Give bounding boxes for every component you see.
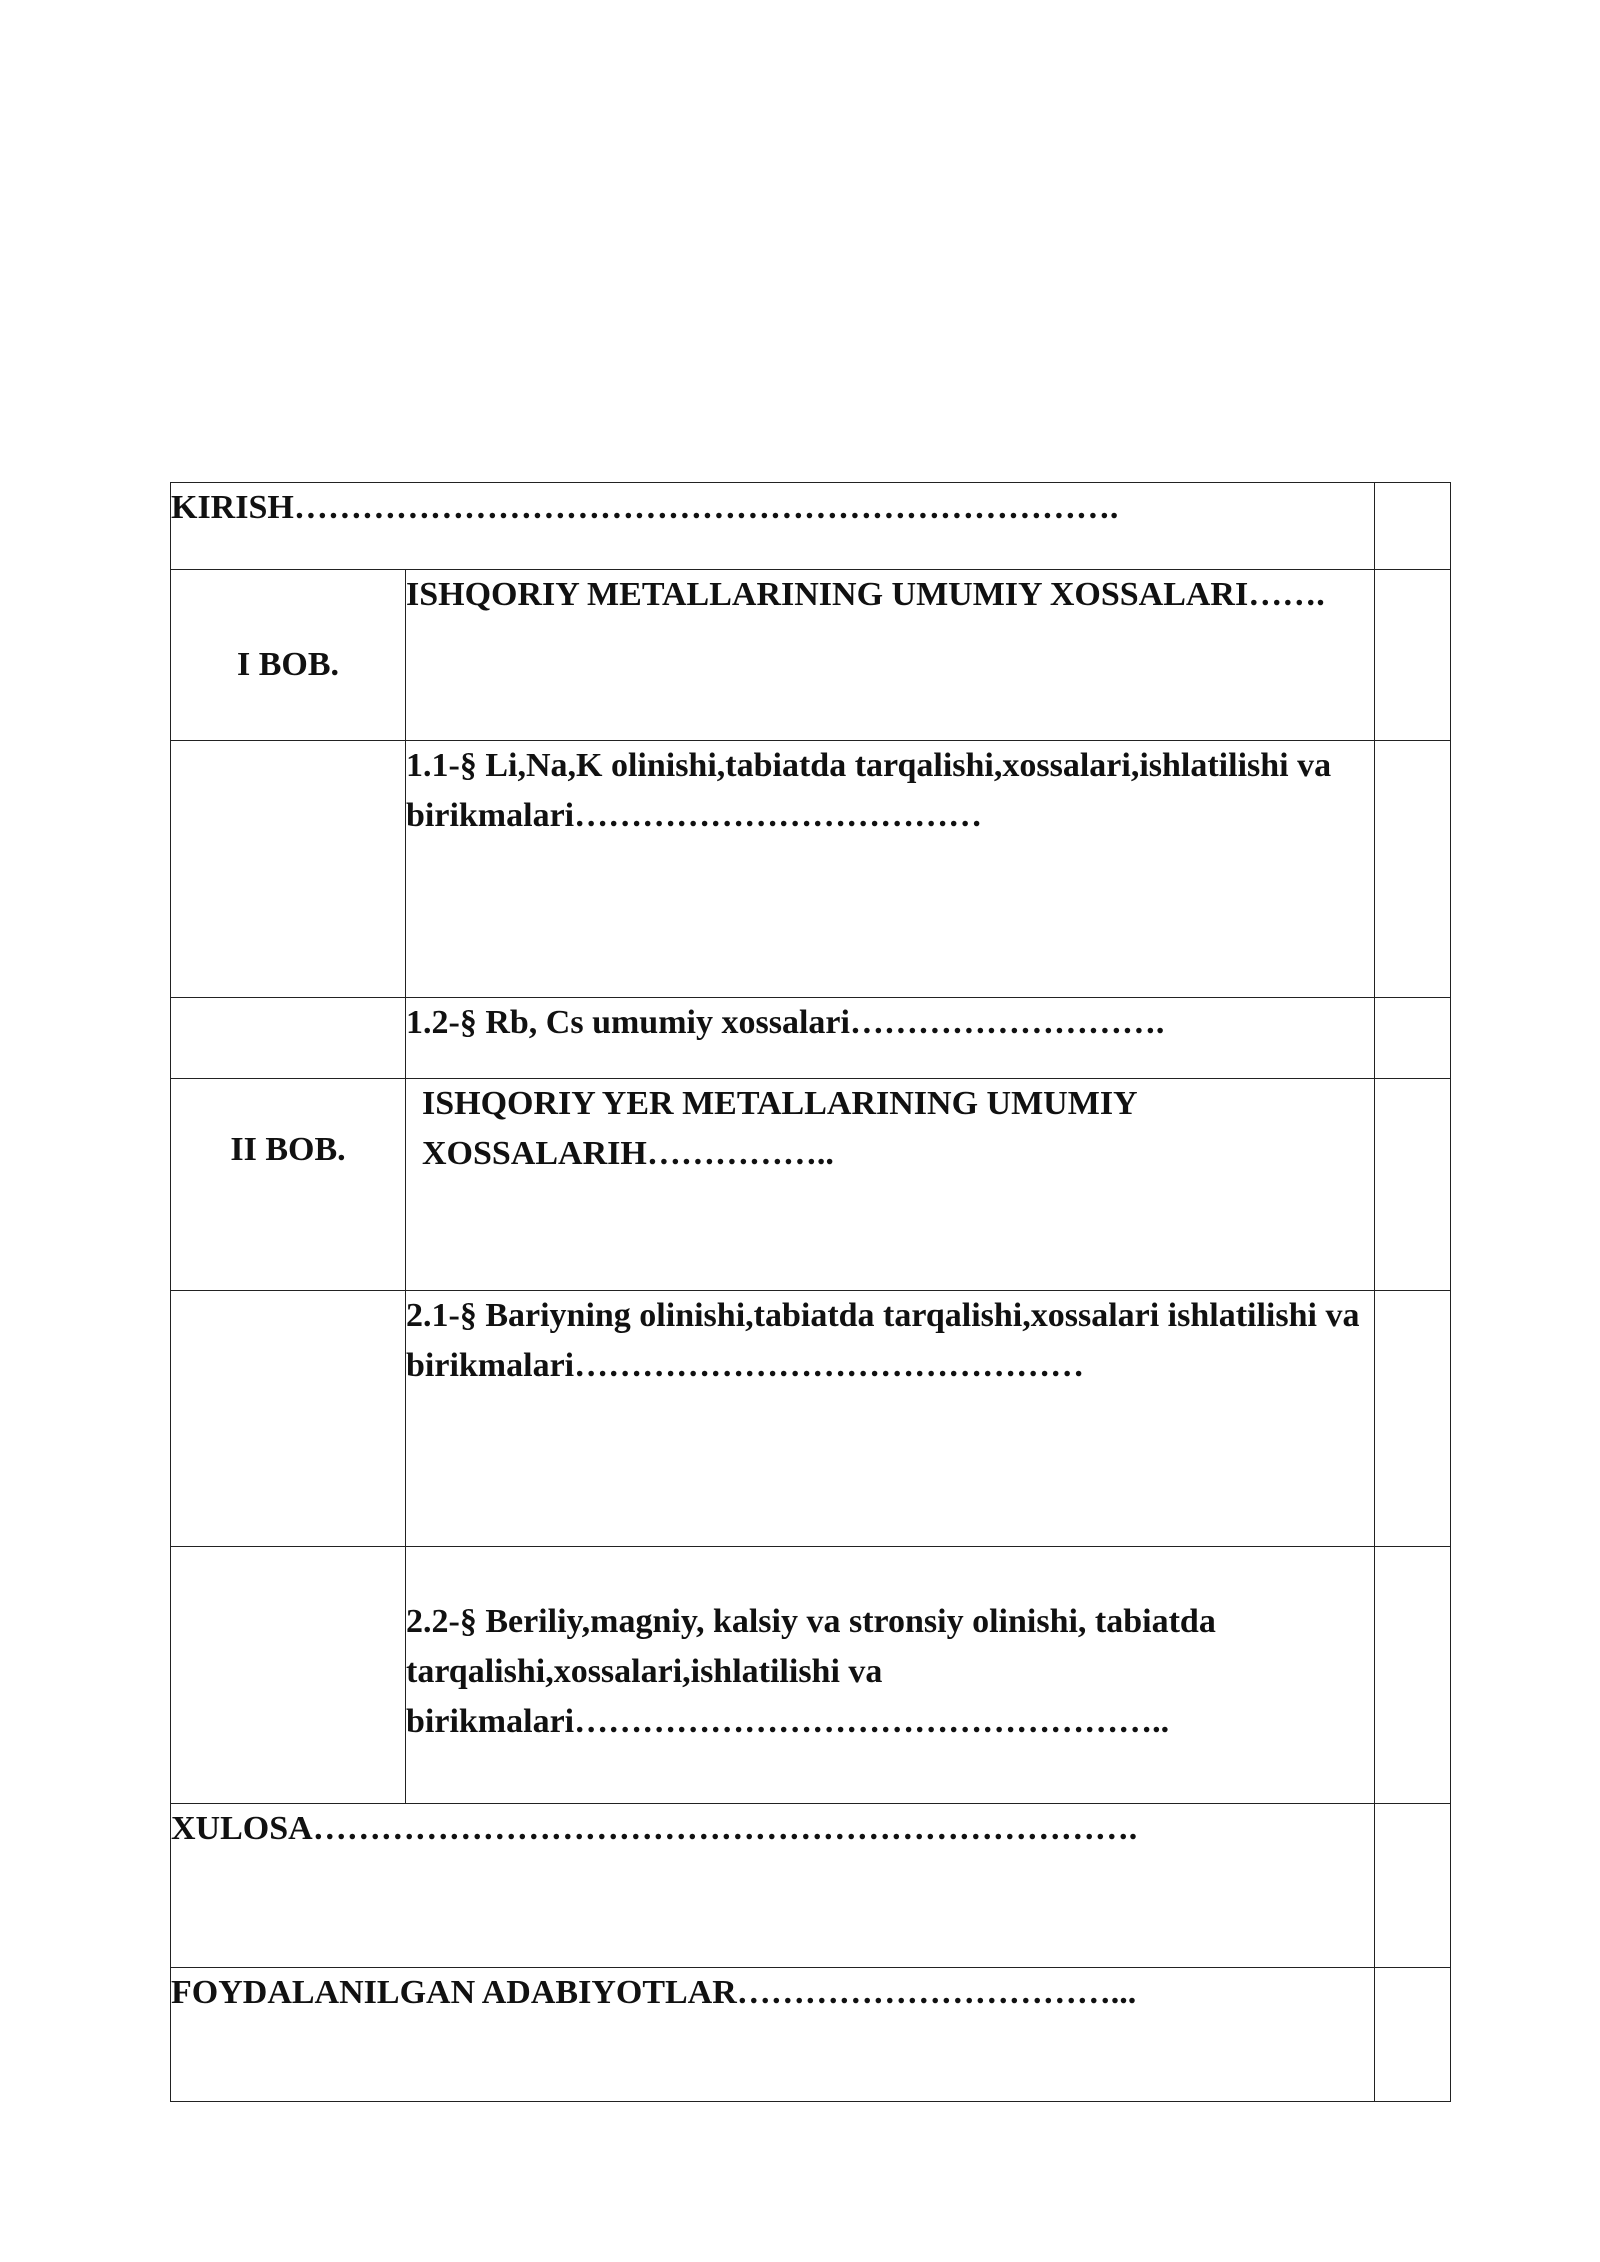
toc-entry-adabiyotlar: FOYDALANILGAN ADABIYOTLAR……………………………... bbox=[171, 1968, 1375, 2102]
toc-row-adabiyotlar bbox=[171, 1968, 1451, 2102]
page-number-cell bbox=[1375, 570, 1451, 741]
section-1-2-title: 1.2-§ Rb, Cs umumiy xossalari………………………. bbox=[406, 998, 1375, 1079]
chapter-2-label: II BOB. bbox=[171, 1079, 406, 1291]
toc-row-section-1-1 bbox=[171, 741, 1451, 998]
toc-entry-xulosa: XULOSA………………………………………………………………. bbox=[171, 1804, 1375, 1968]
toc-row-section-1-2 bbox=[171, 998, 1451, 1079]
toc-row-kirish bbox=[171, 483, 1451, 570]
chapter-1-title: ISHQORIY METALLARINING UMUMIY XOSSALARI……. bbox=[406, 570, 1375, 741]
chapter-1-label: I BOB. bbox=[171, 570, 406, 741]
page-number-cell bbox=[1375, 1079, 1451, 1291]
section-1-1-title: 1.1-§ Li,Na,K olinishi,tabiatda tarqalishi,xossalari,ishlatilishi va birikmalari……………………………… bbox=[406, 741, 1375, 998]
page-number-cell bbox=[1375, 998, 1451, 1079]
section-2-1-title: 2.1-§ Bariyning olinishi,tabiatda tarqalishi,xossalari ishlatilishi va birikmalari……………………………………… bbox=[406, 1291, 1375, 1547]
page-number-cell bbox=[1375, 741, 1451, 998]
toc-entry-kirish: KIRISH………………………………………………………………. bbox=[171, 483, 1375, 570]
page-number-cell bbox=[1375, 1291, 1451, 1547]
empty-cell bbox=[171, 1291, 406, 1547]
chapter-2-title: ISHQORIY YER METALLARINING UMUMIY XOSSALARIH…………….. bbox=[406, 1079, 1375, 1291]
toc-row-section-2-1 bbox=[171, 1291, 1451, 1547]
toc-row-section-2-2 bbox=[171, 1547, 1451, 1804]
toc-row-xulosa bbox=[171, 1804, 1451, 1968]
empty-cell bbox=[171, 998, 406, 1079]
section-2-2-title: 2.2-§ Beriliy,magniy, kalsiy va stronsiy olinishi, tabiatda tarqalishi,xossalari,ishlatilishi va birikmalari…………………………………………….. bbox=[406, 1547, 1375, 1804]
toc-row-chapter-2 bbox=[171, 1079, 1451, 1291]
toc-row-chapter-1 bbox=[171, 570, 1451, 741]
page-number-cell bbox=[1375, 1804, 1451, 1968]
empty-cell bbox=[171, 741, 406, 998]
page-number-cell bbox=[1375, 1968, 1451, 2102]
table-of-contents bbox=[170, 482, 1451, 2102]
page-number-cell bbox=[1375, 1547, 1451, 1804]
page-number-cell bbox=[1375, 483, 1451, 570]
empty-cell bbox=[171, 1547, 406, 1804]
